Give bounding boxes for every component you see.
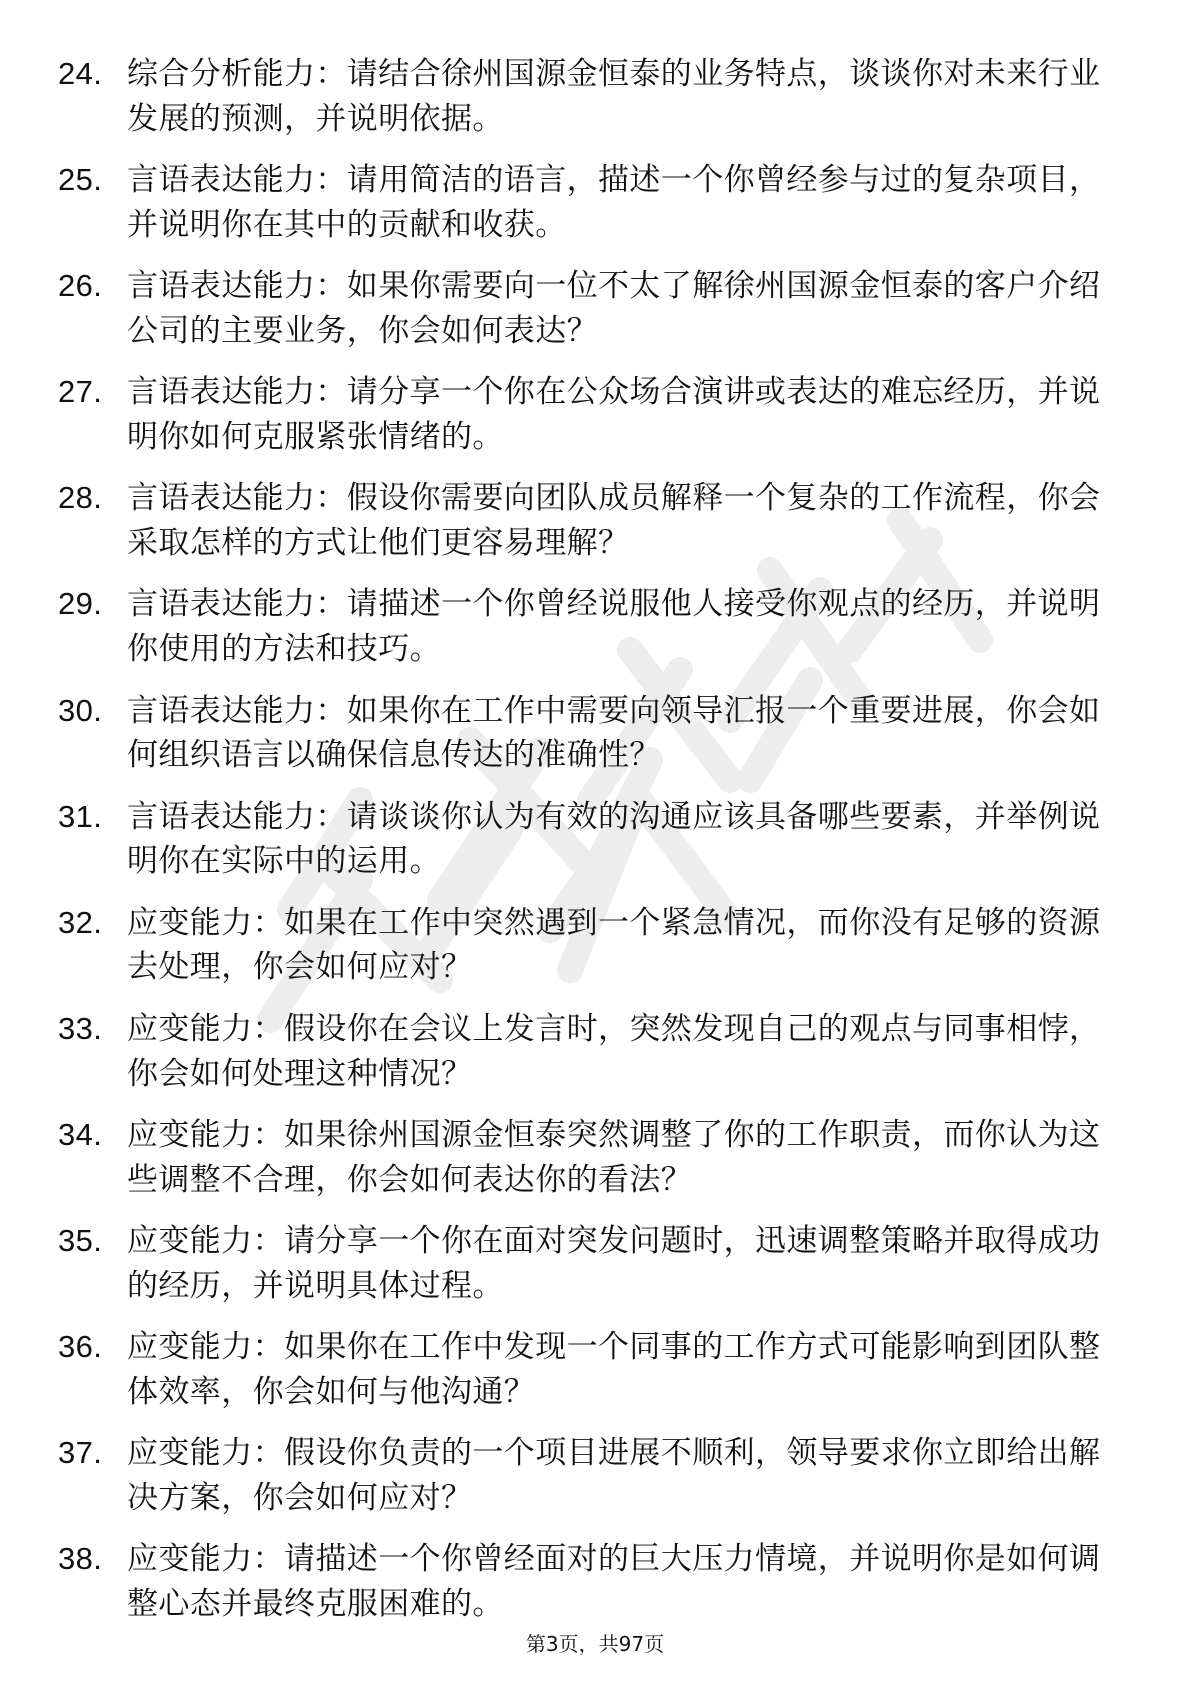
- page-footer: [0, 1632, 1190, 1656]
- question-text: 综合分析能力：请结合徐州国源金恒泰的业务特点，谈谈你对未来行业发展的预测，并说明依据。: [127, 56, 1101, 137]
- question-number: 30.: [58, 692, 103, 728]
- question-text: 应变能力：请描述一个你曾经面对的巨大压力情境，并说明你是如何调整心态并最终克服困难的。: [127, 1541, 1101, 1623]
- question-item: [58, 264, 1118, 353]
- question-text: 言语表达能力：请分享一个你在公众场合演讲或表达的难忘经历，并说明你如何克服紧张情绪的。: [127, 374, 1101, 455]
- question-text: 言语表达能力：请描述一个你曾经说服他人接受你观点的经历，并说明你使用的方法和技巧。: [127, 586, 1101, 668]
- question-number: 28.: [58, 480, 103, 516]
- question-item: [58, 901, 1118, 990]
- question-item: [58, 1537, 1118, 1626]
- question-text: 应变能力：如果在工作中突然遇到一个紧急情况，而你没有足够的资源去处理，你会如何应对？: [127, 904, 1101, 986]
- question-number: 35.: [58, 1223, 103, 1259]
- question-item: [58, 1325, 1118, 1414]
- question-item: [58, 795, 1118, 884]
- question-number: 26.: [58, 268, 103, 304]
- question-text: 应变能力：如果你在工作中发现一个同事的工作方式可能影响到团队整体效率，你会如何与他沟通？: [127, 1329, 1101, 1410]
- question-item: [58, 476, 1118, 565]
- question-text: 言语表达能力：请用简洁的语言，描述一个你曾经参与过的复杂项目，并说明你在其中的贡献和收获。: [127, 162, 1101, 243]
- question-item: [58, 689, 1118, 778]
- question-list: [58, 52, 1118, 1643]
- question-text: 言语表达能力：如果你需要向一位不太了解徐州国源金恒泰的客户介绍公司的主要业务，你会如何表达？: [127, 268, 1101, 349]
- question-text: 应变能力：如果徐州国源金恒泰突然调整了你的工作职责，而你认为这些调整不合理，你会如何表达你的看法？: [127, 1116, 1101, 1198]
- question-number: 29.: [58, 586, 103, 622]
- question-number: 38.: [58, 1541, 103, 1577]
- question-text: 应变能力：请分享一个你在面对突发问题时，迅速调整策略并取得成功的经历，并说明具体过程。: [127, 1223, 1101, 1304]
- page-number-label: 第3页，共97页: [525, 1632, 665, 1656]
- question-item: [58, 582, 1118, 671]
- question-number: 32.: [58, 904, 103, 940]
- question-number: 31.: [58, 798, 103, 834]
- question-item: [58, 1431, 1118, 1520]
- question-number: 27.: [58, 374, 103, 410]
- question-text: 言语表达能力：假设你需要向团队成员解释一个复杂的工作流程，你会采取怎样的方式让他们更容易理解？: [127, 480, 1101, 562]
- question-item: [58, 52, 1118, 141]
- question-text: 言语表达能力：如果你在工作中需要向领导汇报一个重要进展，你会如何组织语言以确保信息传达的准确性？: [127, 692, 1101, 774]
- question-item: [58, 158, 1118, 247]
- question-number: 25.: [58, 162, 103, 198]
- question-item: [58, 370, 1118, 459]
- question-item: [58, 1007, 1118, 1096]
- question-item: [58, 1113, 1118, 1202]
- question-text: 言语表达能力：请谈谈你认为有效的沟通应该具备哪些要素，并举例说明你在实际中的运用。: [127, 798, 1101, 880]
- question-number: 33.: [58, 1010, 103, 1046]
- question-text: 应变能力：假设你负责的一个项目进展不顺利，领导要求你立即给出解决方案，你会如何应对？: [127, 1435, 1101, 1516]
- question-item: [58, 1219, 1118, 1308]
- question-number: 37.: [58, 1435, 103, 1471]
- question-text: 应变能力：假设你在会议上发言时，突然发现自己的观点与同事相悖，你会如何处理这种情况？: [127, 1010, 1101, 1092]
- question-number: 24.: [58, 56, 103, 91]
- question-number: 36.: [58, 1329, 103, 1365]
- question-number: 34.: [58, 1116, 103, 1152]
